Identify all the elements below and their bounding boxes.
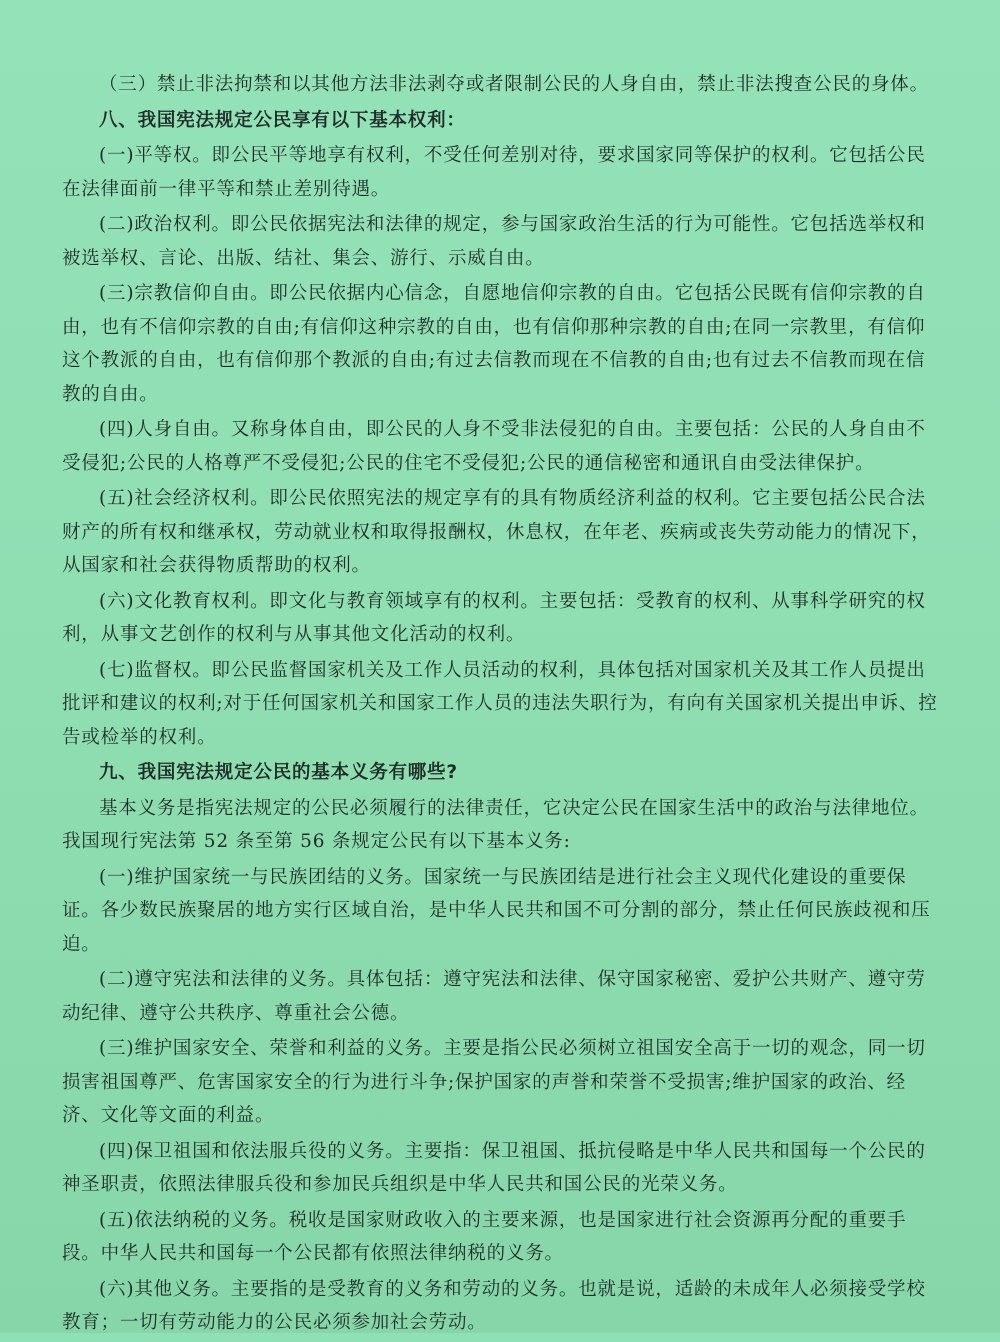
paragraph-tax-duty: (五)依法纳税的义务。税收是国家财政收入的主要来源，也是国家进行社会资源再分配的重要手段。中华人民共和国每一个公民都有依照法律纳税的义务。 <box>62 1209 907 1264</box>
paragraph-3-prohibit-detention: （三）禁止非法拘禁和以其他方法非法剥夺或者限制公民的人身自由，禁止非法搜查公民的身体。 <box>99 74 929 95</box>
paragraph-national-security-duty: (三)维护国家安全、荣誉和利益的义务。主要是指公民必须树立祖国安全高于一切的观念，同一切损害祖国尊严、危害国家安全的行为进行斗争;保护国家的声誉和荣誉不受损害;维护国家的政治、经济、文化等文面的利益。 <box>62 1038 926 1126</box>
section-heading-8: 八、我国宪法规定公民享有以下基本权利： <box>99 109 466 131</box>
paragraph-obey-law-duty: (二)遵守宪法和法律的义务。具体包括：遵守宪法和法律、保守国家秘密、爱护公共财产、遵守劳动纪律、遵守公共秩序、尊重社会公德。 <box>62 969 926 1024</box>
paragraph-unity-duty: (一)维护国家统一与民族团结的义务。国家统一与民族团结是进行社会主义现代化建设的重要保证。各少数民族聚居的地方实行区域自治，是中华人民共和国不可分割的部分，禁止任何民族歧视和压迫。 <box>62 866 931 955</box>
paragraph-basic-duties-intro: 基本义务是指宪法规定的公民必须履行的法律责任，它决定公民在国家生活中的政治与法律地位。我国现行宪法第 52 条至第 56 条规定公民有以下基本义务: <box>62 797 929 852</box>
paragraph-cultural-education-rights: (六)文化教育权利。即文化与教育领域享有的权利。主要包括：受教育的权利、从事科学研究的权利，从事文艺创作的权利与从事其他文化活动的权利。 <box>62 590 926 645</box>
paragraph-military-service-duty: (四)保卫祖国和依法服兵役的义务。主要指：保卫祖国、抵抗侵略是中华人民共和国每一个公民的神圣职责，依照法律服兵役和参加民兵组织是中华人民共和国公民的光荣义务。 <box>62 1140 926 1195</box>
paragraph-political-rights: (二)政治权利。即公民依据宪法和法律的规定，参与国家政治生活的行为可能性。它包括选举权和被选举权、言论、出版、结社、集会、游行、示威自由。 <box>62 214 926 269</box>
paragraph-equality-right: (一)平等权。即公民平等地享有权利，不受任何差别对待，要求国家同等保护的权利。它包括公民在法律面前一律平等和禁止差别待遇。 <box>62 145 926 200</box>
paragraph-socioeconomic-rights: (五)社会经济权利。即公民依照宪法的规定享有的具有物质经济利益的权利。它主要包括公民合法财产的所有权和继承权，劳动就业权和取得报酬权，休息权，在年老、疾病或丧失劳动能力的情况下，从国家和社会获得物质帮助的权利。 <box>62 488 931 576</box>
document-body <box>62 68 942 1342</box>
paragraph-supervision-right: (七)监督权。即公民监督国家机关及工作人员活动的权利，具体包括对国家机关及其工作人员提出批评和建议的权利;对于任何国家机关和国家工作人员的违法失职行为，有向有关国家机关提出申诉、控告或检举的权利。 <box>62 659 938 748</box>
paragraph-other-duties: (六)其他义务。主要指的是受教育的义务和劳动的义务。也就是说，适龄的未成年人必须接受学校教育；一切有劳动能力的公民必须参加社会劳动。 <box>62 1278 926 1333</box>
paragraph-personal-freedom: (四)人身自由。又称身体自由，即公民的人身不受非法侵犯的自由。主要包括：公民的人身自由不受侵犯;公民的人格尊严不受侵犯;公民的住宅不受侵犯;公民的通信秘密和通讯自由受法律保护。 <box>62 419 926 474</box>
paragraph-religious-freedom: (三)宗教信仰自由。即公民依据内心信念，自愿地信仰宗教的自由。它包括公民既有信仰宗教的自由，也有不信仰宗教的自由;有信仰这种宗教的自由，也有信仰那种宗教的自由;在同一宗教里，有信仰这个教派的自由，也有信仰那个教派的自由;有过去信教而现在不信教的自由;也有过去不信教而现在信教的自由。 <box>62 283 926 405</box>
section-heading-9: 九、我国宪法规定公民的基本义务有哪些? <box>99 762 458 783</box>
